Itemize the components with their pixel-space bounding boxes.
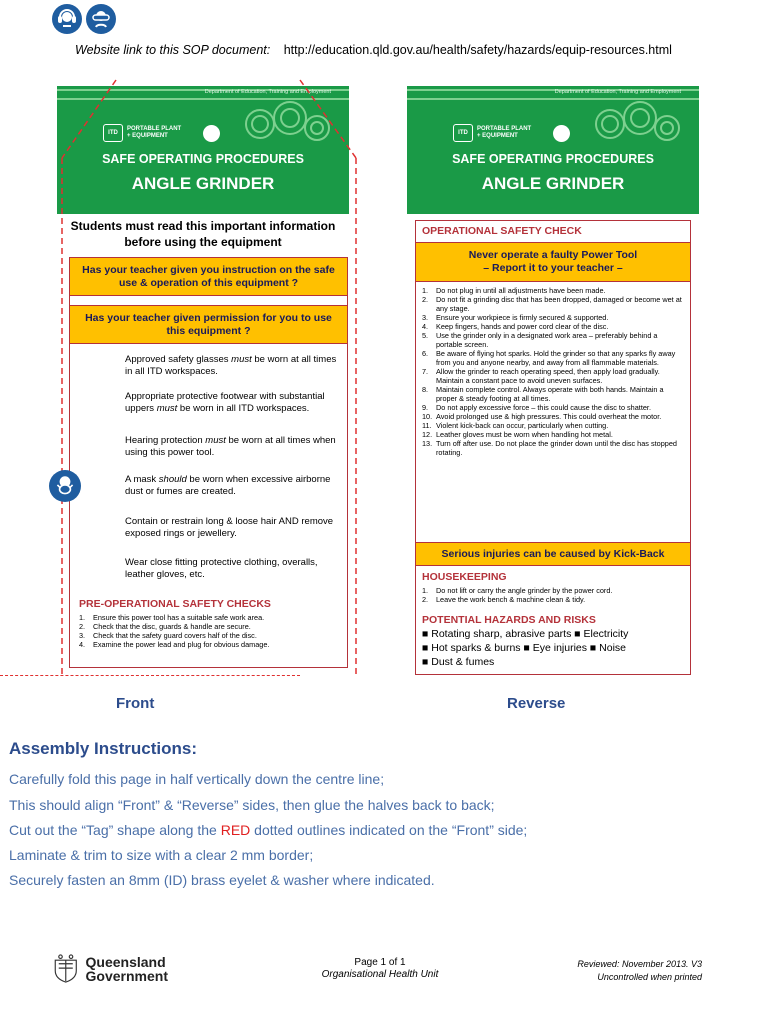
uncontrolled-note: Uncontrolled when printed — [597, 971, 702, 982]
eye-protection-icon — [86, 4, 116, 34]
list-item: 10. Avoid prolonged use & high pressures. This could overheat the motor. — [422, 412, 662, 421]
assembly-title: Assembly Instructions: — [9, 739, 197, 758]
op-check-title: OPERATIONAL SAFETY CHECK — [422, 225, 582, 237]
ppe-item-hearing: Hearing protection must be worn at all times when using this power tool. — [125, 435, 336, 458]
org-unit: Organisational Health Unit — [321, 969, 439, 980]
org-line-1: Queensland — [85, 954, 166, 970]
list-item: 11. Violent kick-back can occur, particularly when cutting. — [422, 421, 609, 430]
hazards-line-2: ■ Hot sparks & burns ■ Eye injuries ■ Noise — [422, 642, 627, 654]
org-line-2: Government — [85, 968, 168, 984]
hazards-title: POTENTIAL HAZARDS AND RISKS — [422, 614, 596, 626]
dept-name: Department of Education, Training and Employment — [554, 89, 681, 95]
op-check-list — [422, 286, 684, 457]
ppe-item-footwear: Appropriate protective footwear with substantial uppers must be worn in all ITD workspaces. — [125, 391, 325, 414]
assembly-step-4: Laminate & trim to size with a clear 2 mm border; — [9, 847, 314, 863]
students-notice: Students must read this important information before using the equipment — [70, 219, 336, 249]
list-item: 2. Do not fit a grinding disc that has been dropped, damaged or become wet at any stage. — [422, 295, 682, 313]
dept-name: Department of Education, Training and Employment — [204, 89, 331, 95]
list-item: 2. Leave the work bench & machine clean & tidy. — [422, 595, 586, 604]
sop-heading: SAFE OPERATING PROCEDURES — [102, 152, 304, 166]
reverse-label: Reverse — [507, 695, 566, 712]
page-number: Page 1 of 1 — [354, 957, 406, 968]
list-item: 4. Examine the power lead and plug for obvious damage. — [79, 640, 270, 649]
website-link-line — [75, 43, 672, 57]
list-item: 3. Ensure your workpiece is firmly secured & supported. — [422, 313, 609, 322]
kickback-warning: Serious injuries can be caused by Kick-Back — [415, 542, 691, 566]
qld-crest-icon — [50, 951, 82, 987]
list-item: 13. Turn off after use. Do not place the grinder down until the disc has stopped rotating. — [422, 439, 677, 457]
sop-title: ANGLE GRINDER — [481, 174, 625, 193]
list-item: 4. Keep fingers, hands and power cord clear of the disc. — [422, 322, 609, 331]
itd-logo: ITD PORTABLE PLANT + EQUIPMENT — [103, 124, 181, 142]
website-url[interactable]: http://education.qld.gov.au/health/safety/hazards/equip-resources.html — [283, 43, 672, 57]
pre-op-list — [79, 613, 344, 649]
housekeeping-list — [422, 586, 684, 604]
assembly-step-2: This should align “Front” & “Reverse” sides, then glue the halves back to back; — [9, 797, 495, 813]
list-item: 2. Check that the disc, guards & handle are secure. — [79, 622, 251, 631]
fold-cut-line — [0, 675, 300, 676]
eyelet-hole — [553, 125, 570, 142]
list-item: 12. Leather gloves must be worn when handling hot metal. — [422, 430, 613, 439]
permission-question: Has your teacher given permission for you to use this equipment ? — [69, 305, 348, 344]
ppe-item-glasses: Approved safety glasses must be worn at all times in all ITD workspaces. — [125, 354, 337, 377]
list-item: 3. Check that the safety guard covers half of the disc. — [79, 631, 257, 640]
reverse-banner — [407, 86, 699, 214]
ppe-item-clothing: Wear close fitting protective clothing, overalls, leather gloves, etc. — [125, 557, 318, 580]
list-item: 8. Maintain complete control. Always operate with both hands. Maintain a proper & steady footing at all times. — [422, 385, 664, 403]
list-item: 9. Do not apply excessive force – this could cause the disc to shatter. — [422, 403, 651, 412]
housekeeping-title: HOUSEKEEPING — [422, 571, 507, 583]
list-item: 1. Do not lift or carry the angle grinder by the power cord. — [422, 586, 613, 595]
pre-op-title: PRE-OPERATIONAL SAFETY CHECKS — [79, 598, 271, 610]
assembly-step-3: Cut out the “Tag” shape along the RED dotted outlines indicated on the “Front” side; — [9, 822, 528, 838]
assembly-step-1: Carefully fold this page in half vertically down the centre line; — [9, 771, 385, 787]
hearing-protection-icon — [52, 4, 82, 34]
list-item: 1. Do not plug in until all adjustments have been made. — [422, 286, 606, 295]
ppe-item-hair: Contain or restrain long & loose hair AND remove exposed rings or jewellery. — [125, 516, 334, 539]
sop-title: ANGLE GRINDER — [131, 174, 275, 193]
footer-right — [577, 958, 702, 983]
list-item: 6. Be aware of flying hot sparks. Hold the grinder so that any sparks fly away from you and anyone nearby, and away from all flammable materials. — [422, 349, 676, 367]
ppe-item-mask: A mask should be worn when excessive airborne dust or fumes are created. — [125, 474, 331, 497]
swirl-decoration-icon — [585, 96, 685, 156]
reviewed-date: Reviewed: November 2013. V3 — [577, 959, 702, 969]
hazards-line-3: ■ Dust & fumes — [422, 656, 495, 668]
dust-mask-icon — [49, 470, 81, 502]
hazards-line-1: ■ Rotating sharp, abrasive parts ■ Electricity — [422, 628, 629, 640]
footer-center — [270, 957, 490, 981]
never-operate-banner: Never operate a faulty Power Tool – Report it to your teacher – — [415, 242, 691, 282]
assembly-step-5: Securely fasten an 8mm (ID) brass eyelet & washer where indicated. — [9, 872, 435, 888]
website-label: Website link to this SOP document: — [75, 43, 271, 57]
sop-heading: SAFE OPERATING PROCEDURES — [452, 152, 654, 166]
qld-gov-logo — [50, 951, 168, 987]
list-item: 5. Use the grinder only in a designated work area – preferably behind a portable screen. — [422, 331, 658, 349]
itd-logo: ITD PORTABLE PLANT + EQUIPMENT — [453, 124, 531, 142]
front-label: Front — [116, 695, 155, 712]
instruction-question: Has your teacher given you instruction on the safe use & operation of this equipment ? — [69, 257, 348, 296]
list-item: 7. Allow the grinder to reach operating speed, then apply load gradually. Maintain a constant pace to avoid uneven surfaces. — [422, 367, 660, 385]
list-item: 1. Ensure this power tool has a suitable safe work area. — [79, 613, 265, 622]
